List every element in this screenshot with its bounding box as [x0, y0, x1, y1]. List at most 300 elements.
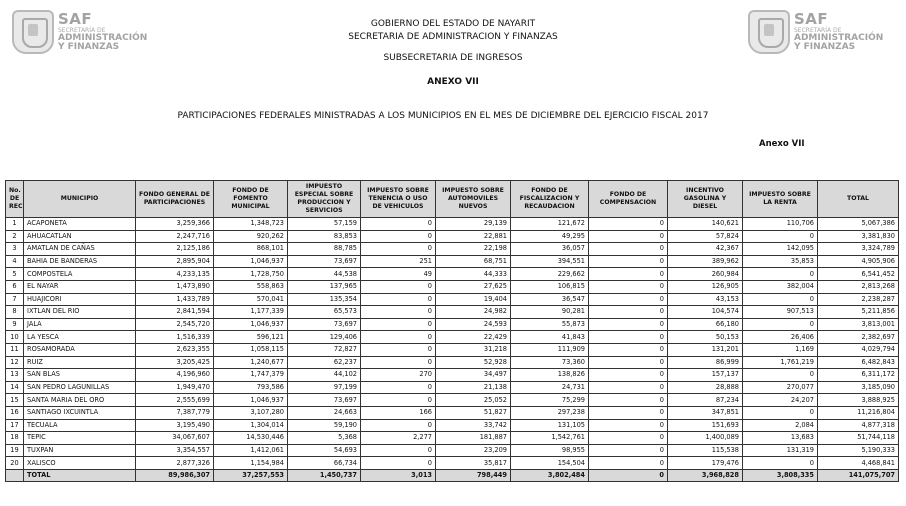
- table-cell: BAHIA DE BANDERAS: [24, 255, 136, 268]
- column-header: IMPUESTO ESPECIAL SOBRE PRODUCCION Y SERVICIOS: [288, 181, 361, 218]
- table-cell: 2,125,186: [136, 243, 214, 256]
- annex-heading: ANEXO VII: [427, 77, 479, 87]
- table-cell: COMPOSTELA: [24, 268, 136, 281]
- table-row: [6, 406, 899, 419]
- table-cell: 0: [589, 280, 668, 293]
- table-cell: 3,808,335: [743, 469, 818, 481]
- table-cell: 1,046,937: [214, 255, 288, 268]
- column-header: FONDO GENERAL DE PARTICIPACIONES: [136, 181, 214, 218]
- column-header: FONDO DE FISCALIZACION Y RECAUDACION: [511, 181, 589, 218]
- table-cell: 24,207: [743, 394, 818, 407]
- table-cell: 0: [589, 369, 668, 382]
- table-cell: 3,381,830: [818, 230, 899, 243]
- table-cell: 347,851: [668, 406, 743, 419]
- table-cell: 90,281: [511, 306, 589, 319]
- table-cell: 49,295: [511, 230, 589, 243]
- table-cell: 394,551: [511, 255, 589, 268]
- table-cell: 2,813,268: [818, 280, 899, 293]
- table-cell: 137,965: [288, 280, 361, 293]
- table-cell: 260,984: [668, 268, 743, 281]
- table-cell: 0: [589, 381, 668, 394]
- table-row: [6, 243, 899, 256]
- table-cell: 0: [361, 444, 436, 457]
- table-cell: 3,968,828: [668, 469, 743, 481]
- table-cell: 2,555,699: [136, 394, 214, 407]
- table-cell: 4,233,135: [136, 268, 214, 281]
- table-cell: 596,121: [214, 331, 288, 344]
- table-cell: 19: [6, 444, 24, 457]
- table-cell: 2,247,716: [136, 230, 214, 243]
- table-cell: SAN PEDRO LAGUNILLAS: [24, 381, 136, 394]
- table-cell: 0: [361, 230, 436, 243]
- table-cell: 12: [6, 356, 24, 369]
- table-cell: 2,382,697: [818, 331, 899, 344]
- table-cell: 131,319: [743, 444, 818, 457]
- table-header-row: [6, 181, 899, 218]
- column-header: INCENTIVO GASOLINA Y DIESEL: [668, 181, 743, 218]
- table-cell: 0: [589, 293, 668, 306]
- table-cell: 793,586: [214, 381, 288, 394]
- table-cell: 0: [743, 457, 818, 470]
- table-cell: 2,084: [743, 419, 818, 432]
- logo-sub-text: SECRETARÍA DE: [794, 27, 842, 34]
- table-cell: 98,955: [511, 444, 589, 457]
- table-cell: 97,199: [288, 381, 361, 394]
- table-cell: 0: [589, 318, 668, 331]
- table-cell: 44,102: [288, 369, 361, 382]
- table-cell: 0: [361, 381, 436, 394]
- table-cell: 33,742: [436, 419, 511, 432]
- table-cell: 42,367: [668, 243, 743, 256]
- table-cell: 0: [361, 419, 436, 432]
- table-cell: 11: [6, 343, 24, 356]
- table-cell: 73,697: [288, 318, 361, 331]
- table-cell: 25,052: [436, 394, 511, 407]
- table-cell: 14,530,446: [214, 432, 288, 445]
- table-cell: 131,201: [668, 343, 743, 356]
- table-cell: 0: [361, 356, 436, 369]
- table-cell: 35,817: [436, 457, 511, 470]
- logo-saf-text: SAF: [58, 10, 93, 28]
- table-cell: 22,198: [436, 243, 511, 256]
- table-cell: 138,826: [511, 369, 589, 382]
- participations-table: [5, 180, 899, 482]
- table-cell: 920,262: [214, 230, 288, 243]
- table-cell: 7: [6, 293, 24, 306]
- table-cell: 6,311,172: [818, 369, 899, 382]
- table-cell: 1,304,014: [214, 419, 288, 432]
- table-row: [6, 419, 899, 432]
- table-cell: 20: [6, 457, 24, 470]
- table-cell: 0: [361, 293, 436, 306]
- table-cell: 0: [589, 243, 668, 256]
- table-cell: 4,905,906: [818, 255, 899, 268]
- table-cell: 1,949,470: [136, 381, 214, 394]
- table-cell: 131,105: [511, 419, 589, 432]
- table-cell: 1,058,115: [214, 343, 288, 356]
- table-cell: 2: [6, 230, 24, 243]
- table-cell: 157,137: [668, 369, 743, 382]
- table-cell: 907,513: [743, 306, 818, 319]
- table-cell: 558,863: [214, 280, 288, 293]
- table-cell: 6,541,452: [818, 268, 899, 281]
- table-cell: 111,909: [511, 343, 589, 356]
- table-cell: 181,887: [436, 432, 511, 445]
- table-cell: 1,348,723: [214, 218, 288, 231]
- table-cell: 50,153: [668, 331, 743, 344]
- table-cell: SAN BLAS: [24, 369, 136, 382]
- table-cell: 0: [361, 394, 436, 407]
- table-cell: 15: [6, 394, 24, 407]
- table-cell: 37,257,553: [214, 469, 288, 481]
- table-cell: 0: [361, 243, 436, 256]
- table-cell: 0: [361, 218, 436, 231]
- secretariat-heading: SECRETARIA DE ADMINISTRACION Y FINANZAS: [348, 32, 558, 42]
- table-cell: 51,744,118: [818, 432, 899, 445]
- table-cell: 72,827: [288, 343, 361, 356]
- table-cell: 22,429: [436, 331, 511, 344]
- table-cell: 570,041: [214, 293, 288, 306]
- table-cell: 29,139: [436, 218, 511, 231]
- table-cell: 10: [6, 331, 24, 344]
- table-cell: 0: [589, 469, 668, 481]
- table-cell: 11,216,804: [818, 406, 899, 419]
- table-cell: 0: [589, 444, 668, 457]
- table-row: [6, 306, 899, 319]
- table-row: [6, 356, 899, 369]
- table-cell: 5: [6, 268, 24, 281]
- table-cell: SANTA MARIA DEL ORO: [24, 394, 136, 407]
- column-header: TOTAL: [818, 181, 899, 218]
- table-cell: 28,888: [668, 381, 743, 394]
- table-cell: 3,107,280: [214, 406, 288, 419]
- table-cell: 2,545,720: [136, 318, 214, 331]
- table-cell: 4,029,794: [818, 343, 899, 356]
- table-cell: 179,476: [668, 457, 743, 470]
- table-cell: 0: [361, 331, 436, 344]
- table-cell: 57,824: [668, 230, 743, 243]
- table-cell: 83,853: [288, 230, 361, 243]
- table-cell: 3,888,925: [818, 394, 899, 407]
- table-cell: 24,663: [288, 406, 361, 419]
- table-cell: 0: [743, 230, 818, 243]
- table-cell: 86,999: [668, 356, 743, 369]
- table-cell: LA YESCA: [24, 331, 136, 344]
- table-cell: 1,728,750: [214, 268, 288, 281]
- table-cell: 142,095: [743, 243, 818, 256]
- table-cell: 0: [361, 306, 436, 319]
- table-cell: 43,153: [668, 293, 743, 306]
- table-cell: 0: [589, 218, 668, 231]
- table-cell: 140,621: [668, 218, 743, 231]
- table-cell: 2,277: [361, 432, 436, 445]
- table-cell: 87,234: [668, 394, 743, 407]
- table-cell: JALA: [24, 318, 136, 331]
- table-cell: 270: [361, 369, 436, 382]
- table-cell: 2,623,355: [136, 343, 214, 356]
- table-cell: HUAJICORI: [24, 293, 136, 306]
- table-cell: 88,785: [288, 243, 361, 256]
- table-cell: 41,843: [511, 331, 589, 344]
- table-cell: 166: [361, 406, 436, 419]
- table-cell: 13,683: [743, 432, 818, 445]
- table-row: [6, 268, 899, 281]
- government-heading: GOBIERNO DEL ESTADO DE NAYARIT: [370, 19, 536, 29]
- table-cell: 73,360: [511, 356, 589, 369]
- table-cell: 270,077: [743, 381, 818, 394]
- table-cell: 35,853: [743, 255, 818, 268]
- table-cell: 4,877,318: [818, 419, 899, 432]
- table-cell: 8: [6, 306, 24, 319]
- document-title: PARTICIPACIONES FEDERALES MINISTRADAS A LOS MUNICIPIOS EN EL MES DE DICIEMBRE DEL EJERCICIO FISCAL 2017: [177, 111, 709, 121]
- table-cell: 54,693: [288, 444, 361, 457]
- table-cell: TEPIC: [24, 432, 136, 445]
- table-cell: 24,593: [436, 318, 511, 331]
- table-cell: 0: [361, 343, 436, 356]
- table-cell: 0: [589, 268, 668, 281]
- table-cell: TUXPAN: [24, 444, 136, 457]
- table-row: [6, 230, 899, 243]
- table-row: [6, 369, 899, 382]
- table-cell: 1,450,737: [288, 469, 361, 481]
- logo-line1: ADMINISTRACIÓN: [794, 33, 884, 43]
- table-cell: 44,538: [288, 268, 361, 281]
- table-cell: 75,299: [511, 394, 589, 407]
- table-cell: AMATLAN DE CAÑAS: [24, 243, 136, 256]
- column-header: FONDO DE COMPENSACION: [589, 181, 668, 218]
- table-cell: 27,625: [436, 280, 511, 293]
- table-cell: 22,881: [436, 230, 511, 243]
- table-cell: 0: [743, 369, 818, 382]
- table-cell: 34,497: [436, 369, 511, 382]
- table-cell: 0: [589, 406, 668, 419]
- table-row: [6, 293, 899, 306]
- table-cell: 1,747,379: [214, 369, 288, 382]
- table-cell: 0: [589, 255, 668, 268]
- table-cell: 1,169: [743, 343, 818, 356]
- table-cell: 1,516,339: [136, 331, 214, 344]
- table-cell: 3,205,425: [136, 356, 214, 369]
- table-cell: 5,368: [288, 432, 361, 445]
- table-cell: 3,354,557: [136, 444, 214, 457]
- table-cell: 1,177,339: [214, 306, 288, 319]
- table-cell: 19,404: [436, 293, 511, 306]
- table-row: [6, 432, 899, 445]
- table-cell: 66,180: [668, 318, 743, 331]
- total-row: [6, 469, 899, 481]
- table-cell: 868,101: [214, 243, 288, 256]
- table-cell: 3,195,490: [136, 419, 214, 432]
- table-cell: 66,734: [288, 457, 361, 470]
- table-cell: 297,238: [511, 406, 589, 419]
- table-cell: 14: [6, 381, 24, 394]
- table-cell: 1,046,937: [214, 394, 288, 407]
- table-cell: 3,813,001: [818, 318, 899, 331]
- table-cell: 0: [589, 306, 668, 319]
- table-cell: 7,387,779: [136, 406, 214, 419]
- table-cell: 24,731: [511, 381, 589, 394]
- table-row: [6, 331, 899, 344]
- table-cell: 0: [589, 432, 668, 445]
- table-cell: 57,159: [288, 218, 361, 231]
- table-cell: 24,982: [436, 306, 511, 319]
- table-cell: 52,928: [436, 356, 511, 369]
- table-cell: XALISCO: [24, 457, 136, 470]
- table-cell: TOTAL: [24, 469, 136, 481]
- column-header: No. DE REC: [6, 181, 24, 218]
- table-cell: 0: [361, 280, 436, 293]
- table-cell: 1,240,677: [214, 356, 288, 369]
- table-cell: 73,697: [288, 394, 361, 407]
- table-cell: 5,067,386: [818, 218, 899, 231]
- table-cell: ACAPONETA: [24, 218, 136, 231]
- column-header: MUNICIPIO: [24, 181, 136, 218]
- subsecretariat-heading: SUBSECRETARIA DE INGRESOS: [383, 53, 523, 63]
- table-row: [6, 444, 899, 457]
- table-cell: 141,075,707: [818, 469, 899, 481]
- table-cell: 23,209: [436, 444, 511, 457]
- table-cell: 1,154,984: [214, 457, 288, 470]
- table-cell: 126,905: [668, 280, 743, 293]
- table-cell: 3: [6, 243, 24, 256]
- table-row: [6, 381, 899, 394]
- table-cell: 0: [743, 293, 818, 306]
- table-cell: 0: [743, 268, 818, 281]
- table-cell: 0: [589, 356, 668, 369]
- table-cell: 3,802,484: [511, 469, 589, 481]
- table-cell: 26,406: [743, 331, 818, 344]
- table-cell: 121,672: [511, 218, 589, 231]
- table-cell: 0: [589, 457, 668, 470]
- table-cell: 798,449: [436, 469, 511, 481]
- table-cell: 4: [6, 255, 24, 268]
- table-row: [6, 218, 899, 231]
- table-cell: 0: [743, 406, 818, 419]
- table-cell: SANTIAGO IXCUINTLA: [24, 406, 136, 419]
- column-header: IMPUESTO SOBRE AUTOMOVILES NUEVOS: [436, 181, 511, 218]
- table-cell: 89,986,307: [136, 469, 214, 481]
- logo-sub-text: SECRETARÍA DE: [58, 27, 106, 34]
- table-cell: 129,406: [288, 331, 361, 344]
- table-cell: 6: [6, 280, 24, 293]
- table-cell: 251: [361, 255, 436, 268]
- table-cell: RUIZ: [24, 356, 136, 369]
- table-cell: IXTLAN DEL RIO: [24, 306, 136, 319]
- table-cell: 3,185,090: [818, 381, 899, 394]
- table-cell: ROSAMORADA: [24, 343, 136, 356]
- logo-line2: Y FINANZAS: [58, 42, 120, 52]
- logo-saf-text: SAF: [794, 10, 829, 28]
- table-cell: 3,324,789: [818, 243, 899, 256]
- table-cell: 229,662: [511, 268, 589, 281]
- table-cell: 1,046,937: [214, 318, 288, 331]
- table-cell: 0: [743, 318, 818, 331]
- table-cell: 21,138: [436, 381, 511, 394]
- table-cell: 36,057: [511, 243, 589, 256]
- table-cell: 6,482,843: [818, 356, 899, 369]
- table-cell: [6, 469, 24, 481]
- table-row: [6, 457, 899, 470]
- table-cell: 59,190: [288, 419, 361, 432]
- table-cell: 2,238,287: [818, 293, 899, 306]
- table-cell: 73,697: [288, 255, 361, 268]
- table-cell: 0: [589, 394, 668, 407]
- table-cell: 1,433,789: [136, 293, 214, 306]
- table-cell: 115,538: [668, 444, 743, 457]
- table-cell: 31,218: [436, 343, 511, 356]
- table-cell: 0: [589, 331, 668, 344]
- table-cell: 0: [589, 230, 668, 243]
- table-cell: 16: [6, 406, 24, 419]
- table-row: [6, 280, 899, 293]
- table-cell: 34,067,607: [136, 432, 214, 445]
- column-header: IMPUESTO SOBRE TENENCIA O USO DE VEHICULOS: [361, 181, 436, 218]
- table-cell: 2,877,326: [136, 457, 214, 470]
- table-cell: 0: [361, 318, 436, 331]
- table-cell: 1,400,089: [668, 432, 743, 445]
- table-cell: 17: [6, 419, 24, 432]
- table-cell: 1,761,219: [743, 356, 818, 369]
- table-cell: 3,013: [361, 469, 436, 481]
- table-cell: 382,004: [743, 280, 818, 293]
- table-cell: 44,333: [436, 268, 511, 281]
- table-cell: 110,706: [743, 218, 818, 231]
- table-cell: 36,547: [511, 293, 589, 306]
- table-cell: 9: [6, 318, 24, 331]
- table-cell: 49: [361, 268, 436, 281]
- table-cell: 51,827: [436, 406, 511, 419]
- table-cell: 18: [6, 432, 24, 445]
- table-cell: 5,190,333: [818, 444, 899, 457]
- table-cell: TECUALA: [24, 419, 136, 432]
- table-cell: EL NAYAR: [24, 280, 136, 293]
- table-cell: 135,354: [288, 293, 361, 306]
- table-cell: 154,504: [511, 457, 589, 470]
- table-cell: 2,895,904: [136, 255, 214, 268]
- table-cell: 0: [361, 457, 436, 470]
- table-row: [6, 394, 899, 407]
- table-cell: 2,841,594: [136, 306, 214, 319]
- annex-label: Anexo VII: [759, 139, 805, 149]
- table-cell: 55,873: [511, 318, 589, 331]
- logo-line1: ADMINISTRACIÓN: [58, 33, 148, 43]
- table-cell: 65,573: [288, 306, 361, 319]
- table-cell: 1,473,890: [136, 280, 214, 293]
- table-cell: 4,468,841: [818, 457, 899, 470]
- table-cell: AHUACATLAN: [24, 230, 136, 243]
- table-cell: 389,962: [668, 255, 743, 268]
- table-cell: 62,237: [288, 356, 361, 369]
- table-cell: 0: [589, 419, 668, 432]
- table-cell: 1,542,761: [511, 432, 589, 445]
- table-row: [6, 318, 899, 331]
- logo-line2: Y FINANZAS: [794, 42, 856, 52]
- column-header: IMPUESTO SOBRE LA RENTA: [743, 181, 818, 218]
- table-cell: 106,815: [511, 280, 589, 293]
- table-cell: 1: [6, 218, 24, 231]
- table-cell: 13: [6, 369, 24, 382]
- table-row: [6, 343, 899, 356]
- table-row: [6, 255, 899, 268]
- table-cell: 104,574: [668, 306, 743, 319]
- table-cell: 5,211,856: [818, 306, 899, 319]
- table-cell: 4,196,960: [136, 369, 214, 382]
- table-cell: 1,412,061: [214, 444, 288, 457]
- table-cell: 151,693: [668, 419, 743, 432]
- column-header: FONDO DE FOMENTO MUNICIPAL: [214, 181, 288, 218]
- table-cell: 3,259,366: [136, 218, 214, 231]
- table-cell: 68,751: [436, 255, 511, 268]
